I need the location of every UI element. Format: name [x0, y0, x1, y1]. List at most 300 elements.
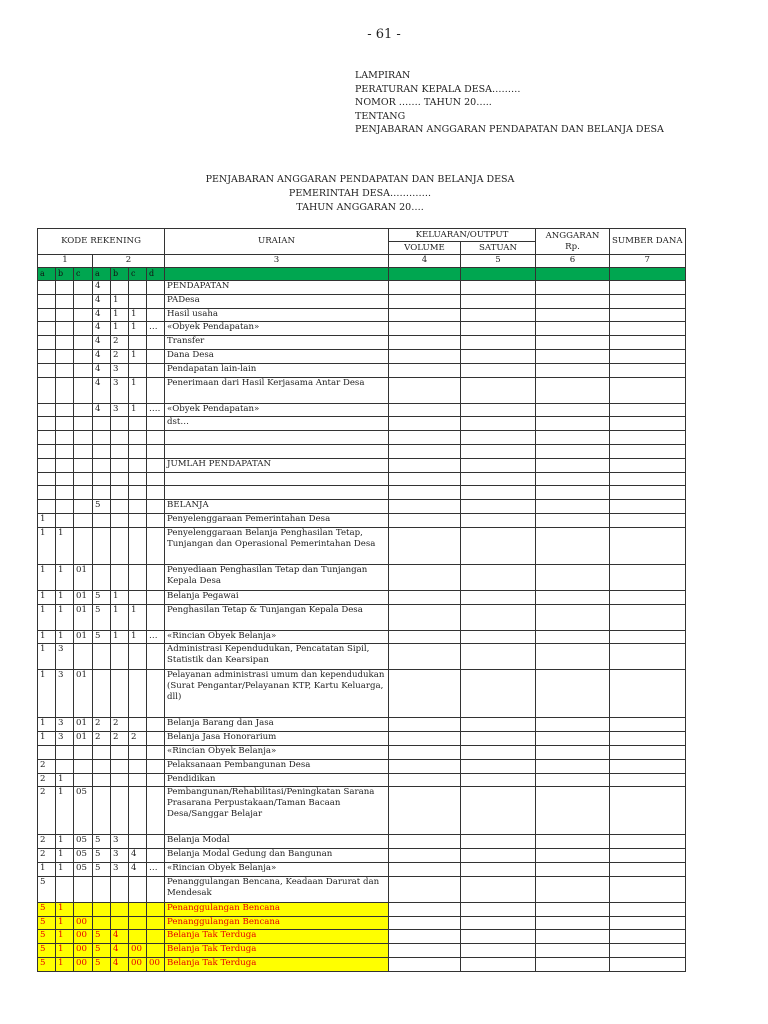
- kode-cell: 1: [56, 944, 74, 958]
- kode-cell: [129, 294, 147, 308]
- uraian-cell: Belanja Pegawai: [165, 590, 389, 604]
- volume-cell: [389, 759, 461, 773]
- volume-header: VOLUME: [389, 242, 461, 255]
- kode-cell: 1: [129, 377, 147, 403]
- satuan-cell: [461, 930, 536, 944]
- kode-cell: [93, 759, 111, 773]
- code-letter: a: [38, 268, 56, 281]
- kode-cell: [147, 431, 165, 445]
- kode-cell: 1: [56, 527, 74, 564]
- kode-cell: 1: [111, 322, 129, 336]
- volume-cell: [389, 745, 461, 759]
- kode-cell: [93, 916, 111, 930]
- kode-cell: [129, 458, 147, 472]
- kode-cell: [129, 787, 147, 835]
- kode-cell: [56, 486, 74, 500]
- volume-cell: [389, 849, 461, 863]
- anggaran-cell: [536, 500, 610, 514]
- volume-cell: [389, 458, 461, 472]
- kode-cell: [56, 403, 74, 417]
- sumber-dana-cell: [610, 513, 686, 527]
- table-row: [38, 349, 686, 363]
- kode-cell: 00: [129, 957, 147, 971]
- volume-cell: [389, 281, 461, 295]
- volume-cell: [389, 718, 461, 732]
- table-row: [38, 336, 686, 350]
- sumber-dana-cell: [610, 527, 686, 564]
- kode-cell: 1: [38, 718, 56, 732]
- kode-cell: 3: [56, 644, 74, 670]
- kode-cell: 00: [74, 944, 93, 958]
- table-row: [38, 527, 686, 564]
- kode-cell: 4: [111, 944, 129, 958]
- kode-cell: [147, 472, 165, 486]
- kode-cell: [38, 349, 56, 363]
- table-row: [38, 363, 686, 377]
- uraian-cell: Belanja Tak Terduga: [165, 930, 389, 944]
- sumber-dana-cell: [610, 363, 686, 377]
- uraian-cell: Pelayanan administrasi umum dan kependudukan (Surat Pengantar/Pelayanan KTP, Kartu Keluarga, dll): [165, 670, 389, 718]
- kode-cell: [74, 644, 93, 670]
- kode-cell: [147, 513, 165, 527]
- kode-cell: 1: [38, 513, 56, 527]
- kode-cell: [129, 670, 147, 718]
- kode-cell: [93, 431, 111, 445]
- kode-cell: 2: [38, 773, 56, 787]
- kode-cell: 3: [56, 718, 74, 732]
- sumber-dana-cell: [610, 670, 686, 718]
- kode-cell: 1: [56, 862, 74, 876]
- kode-cell: [74, 500, 93, 514]
- anggaran-cell: [536, 564, 610, 590]
- kode-cell: [93, 458, 111, 472]
- uraian-cell: PADesa: [165, 294, 389, 308]
- lampiran-line: PENJABARAN ANGGARAN PENDAPATAN DAN BELANJA DESA: [355, 124, 664, 135]
- kode-cell: [147, 444, 165, 458]
- kode-cell: 01: [74, 564, 93, 590]
- kode-cell: 2: [111, 732, 129, 746]
- volume-cell: [389, 417, 461, 431]
- column-number: 5: [461, 255, 536, 268]
- table-row: [38, 670, 686, 718]
- kode-cell: …: [147, 862, 165, 876]
- kode-cell: 2: [38, 759, 56, 773]
- kode-cell: [129, 472, 147, 486]
- kode-cell: 1: [111, 308, 129, 322]
- volume-cell: [389, 957, 461, 971]
- volume-cell: [389, 604, 461, 630]
- kode-cell: [129, 902, 147, 916]
- satuan-cell: [461, 527, 536, 564]
- kode-cell: [74, 527, 93, 564]
- kode-cell: 00: [74, 916, 93, 930]
- table-row: [38, 849, 686, 863]
- satuan-cell: [461, 486, 536, 500]
- sumber-dana-cell: [610, 472, 686, 486]
- page-number: - 61 -: [367, 27, 401, 42]
- kode-cell: [147, 500, 165, 514]
- anggaran-cell: [536, 745, 610, 759]
- volume-cell: [389, 590, 461, 604]
- kode-cell: [74, 377, 93, 403]
- volume-cell: [389, 732, 461, 746]
- volume-cell: [389, 377, 461, 403]
- anggaran-cell: [536, 308, 610, 322]
- volume-cell: [389, 916, 461, 930]
- satuan-cell: [461, 294, 536, 308]
- sumber-dana-cell: [610, 281, 686, 295]
- code-letter: c: [74, 268, 93, 281]
- uraian-cell: Pendidikan: [165, 773, 389, 787]
- volume-cell: [389, 444, 461, 458]
- kode-cell: [74, 458, 93, 472]
- kode-cell: 2: [38, 835, 56, 849]
- uraian-cell: Pembangunan/Rehabilitasi/Peningkatan Sarana Prasarana Perpustakaan/Taman Bacaan Desa/Sanggar Belajar: [165, 787, 389, 835]
- sumber-dana-cell: [610, 902, 686, 916]
- kode-cell: 3: [111, 835, 129, 849]
- volume-cell: [389, 930, 461, 944]
- uraian-cell: Penyelenggaraan Belanja Penghasilan Tetap, Tunjangan dan Operasional Pemerintahan Desa: [165, 527, 389, 564]
- kode-cell: 3: [111, 403, 129, 417]
- kode-cell: [38, 403, 56, 417]
- uraian-cell: [165, 486, 389, 500]
- kode-cell: 2: [38, 849, 56, 863]
- kode-cell: [147, 787, 165, 835]
- kode-cell: 5: [38, 944, 56, 958]
- kode-cell: [74, 759, 93, 773]
- kode-cell: 1: [38, 590, 56, 604]
- table-row: [38, 718, 686, 732]
- table-row: [38, 835, 686, 849]
- satuan-header: SATUAN: [461, 242, 536, 255]
- volume-cell: [389, 472, 461, 486]
- sumber-dana-cell: [610, 564, 686, 590]
- satuan-cell: [461, 564, 536, 590]
- satuan-cell: [461, 500, 536, 514]
- kode-cell: [38, 377, 56, 403]
- table-row: [38, 500, 686, 514]
- kode-cell: 4: [93, 403, 111, 417]
- kode-cell: [93, 670, 111, 718]
- satuan-cell: [461, 363, 536, 377]
- satuan-cell: [461, 431, 536, 445]
- title-line: TAHUN ANGGARAN 20….: [296, 202, 424, 213]
- kode-cell: [74, 308, 93, 322]
- keluaran-output-header: KELUARAN/OUTPUT: [389, 229, 536, 242]
- kode-cell: [93, 773, 111, 787]
- kode-cell: 01: [74, 630, 93, 644]
- kode-cell: 00: [147, 957, 165, 971]
- kode-cell: [93, 876, 111, 902]
- kode-cell: [111, 745, 129, 759]
- kode-cell: [56, 377, 74, 403]
- kode-cell: [74, 431, 93, 445]
- volume-cell: [389, 336, 461, 350]
- code-letter: b: [111, 268, 129, 281]
- kode-cell: [74, 902, 93, 916]
- kode-cell: 1: [129, 604, 147, 630]
- table-row: [38, 472, 686, 486]
- volume-cell: [389, 902, 461, 916]
- kode-cell: 1: [56, 930, 74, 944]
- kode-cell: 5: [93, 944, 111, 958]
- kode-cell: 4: [93, 377, 111, 403]
- sumber-dana-cell: [610, 916, 686, 930]
- anggaran-rp-label: Rp.: [565, 241, 580, 252]
- satuan-cell: [461, 718, 536, 732]
- kode-cell: [38, 417, 56, 431]
- volume-cell: [389, 527, 461, 564]
- lampiran-line: LAMPIRAN: [355, 70, 411, 81]
- table-row: [38, 281, 686, 295]
- kode-cell: [38, 444, 56, 458]
- satuan-cell: [461, 849, 536, 863]
- kode-cell: [147, 732, 165, 746]
- kode-cell: 3: [111, 377, 129, 403]
- kode-cell: [38, 363, 56, 377]
- kode-cell: [111, 417, 129, 431]
- kode-cell: [129, 363, 147, 377]
- kode-cell: [147, 294, 165, 308]
- column-number-row: [38, 255, 686, 268]
- satuan-cell: [461, 787, 536, 835]
- uraian-cell: Penerimaan dari Hasil Kerjasama Antar Desa: [165, 377, 389, 403]
- table-row: [38, 787, 686, 835]
- kode-cell: [93, 644, 111, 670]
- sumber-dana-cell: [610, 957, 686, 971]
- kode-cell: [38, 472, 56, 486]
- kode-cell: [147, 604, 165, 630]
- volume-cell: [389, 630, 461, 644]
- sumber-dana-cell: [610, 718, 686, 732]
- kode-cell: [129, 773, 147, 787]
- kode-cell: 1: [56, 564, 74, 590]
- kode-cell: 00: [74, 930, 93, 944]
- table-row: [38, 745, 686, 759]
- volume-cell: [389, 294, 461, 308]
- code-letter-row: [38, 268, 686, 281]
- kode-cell: [129, 930, 147, 944]
- kode-cell: [56, 431, 74, 445]
- kode-cell: 5: [93, 957, 111, 971]
- column-number: 2: [93, 255, 165, 268]
- kode-cell: 05: [74, 835, 93, 849]
- table-row: [38, 294, 686, 308]
- anggaran-cell: [536, 759, 610, 773]
- kode-cell: [93, 444, 111, 458]
- uraian-cell: Penanggulangan Bencana: [165, 902, 389, 916]
- uraian-cell: Penyelenggaraan Pemerintahan Desa: [165, 513, 389, 527]
- kode-cell: 1: [129, 349, 147, 363]
- anggaran-cell: [536, 773, 610, 787]
- kode-cell: [111, 513, 129, 527]
- anggaran-cell: [536, 590, 610, 604]
- table-row: [38, 513, 686, 527]
- sumber-dana-cell: [610, 604, 686, 630]
- table-row: [38, 759, 686, 773]
- kode-cell: [56, 500, 74, 514]
- sumber-dana-cell: [610, 835, 686, 849]
- volume-cell: [389, 431, 461, 445]
- kode-cell: [74, 403, 93, 417]
- kode-cell: 1: [111, 630, 129, 644]
- table-row: [38, 630, 686, 644]
- volume-cell: [389, 670, 461, 718]
- table-row: [38, 916, 686, 930]
- kode-cell: [93, 564, 111, 590]
- volume-cell: [389, 486, 461, 500]
- kode-cell: 05: [74, 787, 93, 835]
- kode-cell: 2: [111, 349, 129, 363]
- kode-cell: [93, 472, 111, 486]
- kode-cell: [93, 486, 111, 500]
- kode-cell: [111, 759, 129, 773]
- kode-cell: 4: [93, 308, 111, 322]
- kode-cell: 00: [74, 957, 93, 971]
- kode-cell: [111, 458, 129, 472]
- uraian-cell: dst…: [165, 417, 389, 431]
- kode-cell: 1: [56, 604, 74, 630]
- kode-cell: [129, 431, 147, 445]
- satuan-cell: [461, 916, 536, 930]
- anggaran-header: [536, 229, 610, 255]
- kode-cell: [129, 876, 147, 902]
- uraian-cell: Penghasilan Tetap & Tunjangan Kepala Desa: [165, 604, 389, 630]
- kode-cell: [111, 787, 129, 835]
- anggaran-label: ANGGARAN: [545, 230, 600, 241]
- sumber-dana-cell: [610, 458, 686, 472]
- kode-cell: [147, 281, 165, 295]
- kode-cell: 1: [129, 308, 147, 322]
- kode-cell: [56, 876, 74, 902]
- anggaran-cell: [536, 835, 610, 849]
- satuan-cell: [461, 876, 536, 902]
- kode-cell: 1: [129, 630, 147, 644]
- uraian-cell: «Rincian Obyek Belanja»: [165, 862, 389, 876]
- kode-cell: [56, 336, 74, 350]
- sumber-dana-cell: [610, 590, 686, 604]
- kode-cell: 01: [74, 590, 93, 604]
- kode-cell: [38, 431, 56, 445]
- satuan-cell: [461, 835, 536, 849]
- sumber-dana-cell: [610, 336, 686, 350]
- kode-cell: [56, 363, 74, 377]
- anggaran-cell: [536, 630, 610, 644]
- kode-cell: 1: [56, 590, 74, 604]
- uraian-cell: Penanggulangan Bencana: [165, 916, 389, 930]
- kode-cell: 01: [74, 732, 93, 746]
- column-number: 7: [610, 255, 686, 268]
- kode-cell: [38, 486, 56, 500]
- anggaran-cell: [536, 281, 610, 295]
- kode-cell: [129, 500, 147, 514]
- kode-cell: [147, 916, 165, 930]
- kode-cell: 5: [93, 604, 111, 630]
- sumber-dana-cell: [610, 322, 686, 336]
- anggaran-cell: [536, 294, 610, 308]
- kode-cell: 1: [38, 670, 56, 718]
- table-row: [38, 417, 686, 431]
- anggaran-cell: [536, 916, 610, 930]
- sumber-dana-cell: [610, 787, 686, 835]
- sumber-dana-cell: [610, 630, 686, 644]
- kode-cell: 5: [38, 930, 56, 944]
- kode-cell: 2: [93, 718, 111, 732]
- uraian-cell: PENDAPATAN: [165, 281, 389, 295]
- kode-cell: [38, 308, 56, 322]
- kode-cell: [129, 916, 147, 930]
- uraian-cell: Penyediaan Penghasilan Tetap dan Tunjangan Kepala Desa: [165, 564, 389, 590]
- kode-cell: [147, 745, 165, 759]
- kode-cell: [38, 336, 56, 350]
- satuan-cell: [461, 604, 536, 630]
- kode-cell: [74, 486, 93, 500]
- kode-cell: 1: [38, 630, 56, 644]
- table-row: [38, 876, 686, 902]
- satuan-cell: [461, 759, 536, 773]
- kode-cell: 4: [111, 930, 129, 944]
- document-title: [0, 173, 720, 215]
- kode-cell: [74, 444, 93, 458]
- kode-cell: 1: [56, 916, 74, 930]
- kode-cell: [74, 472, 93, 486]
- kode-cell: [147, 876, 165, 902]
- kode-cell: [111, 281, 129, 295]
- kode-cell: 3: [56, 732, 74, 746]
- kode-cell: 1: [38, 644, 56, 670]
- kode-cell: [111, 500, 129, 514]
- sumber-dana-cell: [610, 377, 686, 403]
- kode-cell: [147, 336, 165, 350]
- kode-cell: 5: [38, 876, 56, 902]
- kode-cell: 05: [74, 849, 93, 863]
- anggaran-cell: [536, 444, 610, 458]
- sumber-dana-cell: [610, 444, 686, 458]
- anggaran-cell: [536, 513, 610, 527]
- table-row: [38, 486, 686, 500]
- kode-cell: 1: [56, 773, 74, 787]
- uraian-header: URAIAN: [165, 229, 389, 255]
- satuan-cell: [461, 403, 536, 417]
- satuan-cell: [461, 902, 536, 916]
- kode-cell: 3: [111, 849, 129, 863]
- kode-cell: [56, 417, 74, 431]
- sumber-dana-cell: [610, 431, 686, 445]
- kode-cell: 4: [93, 336, 111, 350]
- kode-cell: [129, 513, 147, 527]
- sumber-dana-cell: [610, 644, 686, 670]
- kode-cell: [56, 322, 74, 336]
- volume-cell: [389, 363, 461, 377]
- satuan-cell: [461, 349, 536, 363]
- anggaran-cell: [536, 944, 610, 958]
- kode-cell: [147, 670, 165, 718]
- kode-cell: 4: [129, 849, 147, 863]
- kode-cell: 2: [111, 718, 129, 732]
- kode-cell: 1: [56, 787, 74, 835]
- kode-cell: [56, 759, 74, 773]
- kode-cell: 4: [129, 862, 147, 876]
- kode-cell: ….: [147, 403, 165, 417]
- sumber-dana-cell: [610, 773, 686, 787]
- satuan-cell: [461, 472, 536, 486]
- kode-cell: [111, 916, 129, 930]
- kode-cell: [147, 773, 165, 787]
- anggaran-cell: [536, 862, 610, 876]
- satuan-cell: [461, 377, 536, 403]
- sumber-dana-cell: [610, 745, 686, 759]
- kode-cell: [129, 336, 147, 350]
